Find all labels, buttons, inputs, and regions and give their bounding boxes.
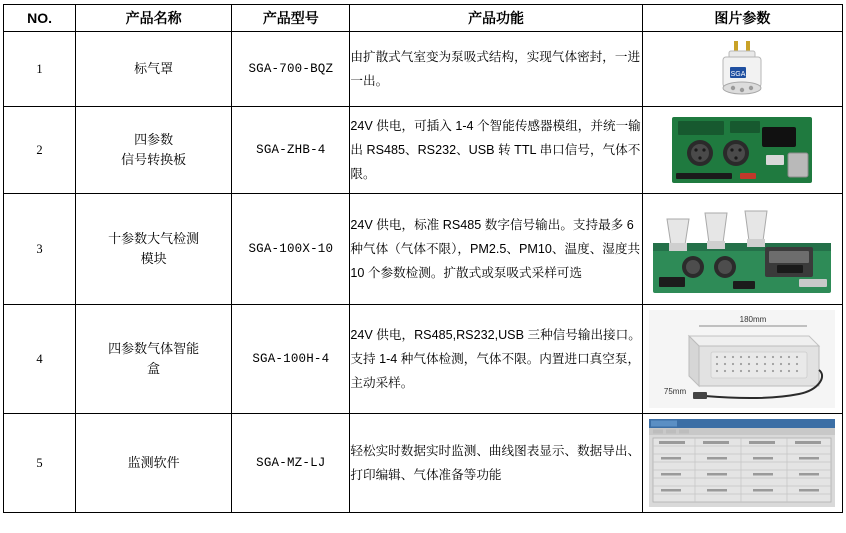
column-header-model: 产品型号 xyxy=(232,5,350,32)
product-image-cell xyxy=(642,32,842,107)
table-body xyxy=(4,32,843,513)
product-function: 轻松实时数据实时监测、曲线图表显示、数据导出、打印编辑、气体准备等功能 xyxy=(350,414,642,513)
four-parameter-gas-box-photo xyxy=(643,310,842,408)
product-table xyxy=(3,4,843,513)
product-function: 24V 供电，RS485,RS232,USB 三种信号输出接口。支持 1-4 种气体检测，气体不限。内置进口真空泵，主动采样。 xyxy=(350,305,642,414)
svg-text:SGA: SGA xyxy=(730,71,746,78)
product-name xyxy=(76,194,232,305)
product-name xyxy=(76,107,232,194)
product-model: SGA-ZHB-4 xyxy=(232,107,350,194)
product-image-cell xyxy=(642,107,842,194)
image-label-length: 180mm xyxy=(740,315,767,324)
product-image-cell xyxy=(642,414,842,513)
image-label-height: 75mm xyxy=(664,387,687,396)
table-header-row xyxy=(4,5,843,32)
product-model: SGA-700-BQZ xyxy=(232,32,350,107)
table-header xyxy=(4,5,843,32)
product-name-line1: 四参数 xyxy=(134,132,174,147)
table-row xyxy=(4,32,843,107)
table-row xyxy=(4,107,843,194)
product-function: 由扩散式气室变为泵吸式结构，实现气体密封，一进一出。 xyxy=(350,32,642,107)
gas-cap-illustration xyxy=(705,37,779,101)
software-ui-illustration xyxy=(649,419,835,507)
product-image-cell xyxy=(642,305,842,414)
atmosphere-module-illustration xyxy=(649,199,835,299)
product-name: 标气罩 xyxy=(76,32,232,107)
product-function: 24V 供电，可插入 1-4 个智能传感器模组，并统一输出 RS485、RS232、USB 转 TTL 串口信号，气体不限。 xyxy=(350,107,642,194)
table-row xyxy=(4,194,843,305)
product-name-line2: 盒 xyxy=(147,361,161,376)
product-function: 24V 供电，标准 RS485 数字信号输出。支持最多 6 种气体（气体不限），PM2.5、PM10、温度、湿度共 10 个参数检测。扩散式或泵吸式采样可选 xyxy=(350,194,642,305)
product-name: 监测软件 xyxy=(76,414,232,513)
column-header-name: 产品名称 xyxy=(76,5,232,32)
signal-conversion-board-photo xyxy=(643,113,842,187)
column-header-image: 图片参数 xyxy=(642,5,842,32)
product-model: SGA-MZ-LJ xyxy=(232,414,350,513)
product-name-line1: 四参数气体智能 xyxy=(108,341,200,356)
product-image-cell xyxy=(642,194,842,305)
gas-box-illustration xyxy=(649,310,835,408)
monitoring-software-screenshot xyxy=(643,419,842,507)
row-number: 3 xyxy=(4,194,76,305)
product-model: SGA-100H-4 xyxy=(232,305,350,414)
table-row xyxy=(4,305,843,414)
table-row xyxy=(4,414,843,513)
product-name-line2: 模块 xyxy=(140,251,167,266)
product-name-line2: 信号转换板 xyxy=(121,152,187,167)
row-number: 5 xyxy=(4,414,76,513)
product-name xyxy=(76,305,232,414)
product-name-line1: 十参数大气检测 xyxy=(108,231,200,246)
calibration-gas-cap-photo xyxy=(643,37,842,101)
product-model: SGA-100X-10 xyxy=(232,194,350,305)
column-header-function: 产品功能 xyxy=(350,5,642,32)
column-header-no: NO. xyxy=(4,5,76,32)
ten-parameter-atmosphere-module-photo xyxy=(643,199,842,299)
row-number: 2 xyxy=(4,107,76,194)
row-number: 1 xyxy=(4,32,76,107)
row-number: 4 xyxy=(4,305,76,414)
pcb-board-illustration xyxy=(666,113,818,187)
